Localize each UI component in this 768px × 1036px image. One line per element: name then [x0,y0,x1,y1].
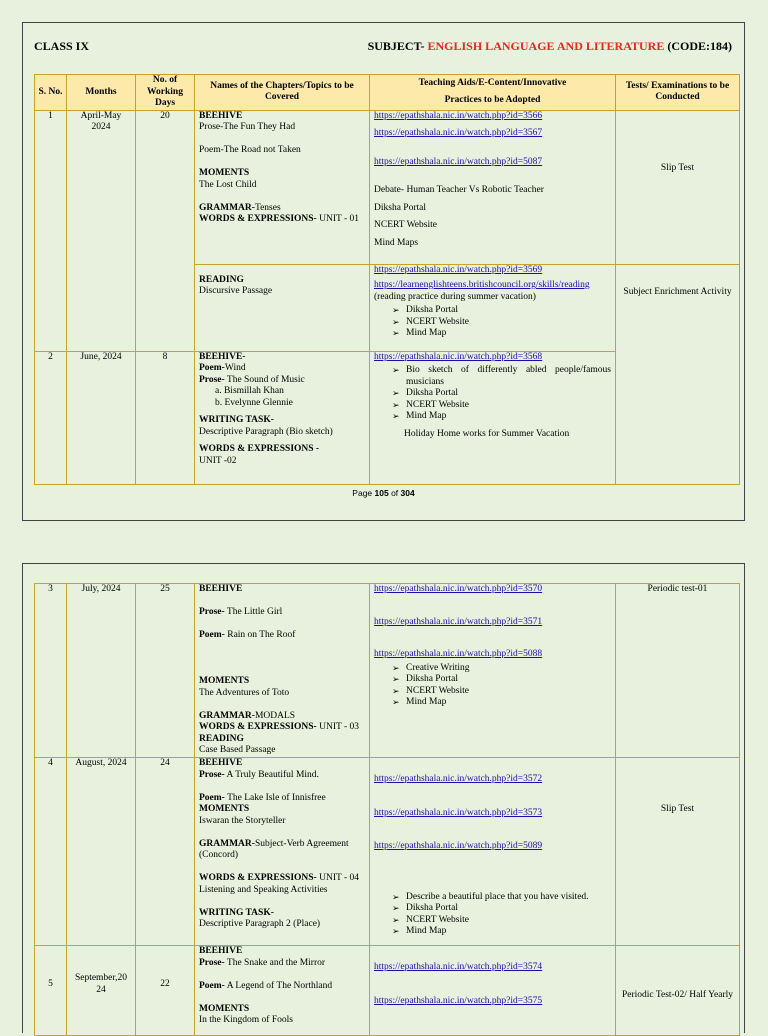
epathshala-link[interactable]: https://epathshala.nic.in/watch.php?id=5088 [374,649,543,659]
epathshala-link[interactable]: https://epathshala.nic.in/watch.php?id=3575 [374,995,543,1006]
row-teaching-aids [370,264,616,351]
beehive-heading: BEEHIVE [199,110,243,121]
moments-item: The Adventures of Toto [199,687,290,698]
poem-item [199,363,365,375]
reading-heading: READING [199,274,244,285]
poem-title: The Lake Isle of Innisfree [224,792,326,803]
listening-item: Listening and Speaking Activities [199,884,328,895]
row-working-days: 24 [136,758,195,946]
aid-item: Debate- Human Teacher Vs Robotic Teacher [374,185,544,195]
epathshala-link[interactable]: https://epathshala.nic.in/watch.php?id=3570 [374,584,543,594]
reading-item: Case Based Passage [199,745,276,755]
prose-item [199,958,365,970]
aid-item: NCERT Website [374,220,437,230]
list-item: ➢ Mind Map [392,328,611,340]
list-item: ➢ Describe a beautiful place that you have visited. [392,892,611,904]
epathshala-link[interactable]: https://epathshala.nic.in/watch.php?id=5087 [374,156,543,167]
table-row [35,110,740,264]
beehive-heading: BEEHIVE [199,584,243,594]
grammar-topic: Subject-Verb Agreement (Concord) [199,838,349,860]
subject-title [368,39,732,54]
words-unit: UNIT - 03 [316,722,360,732]
words-unit: UNIT - 01 [316,214,360,224]
table-row [35,584,740,758]
grammar-label: GRAMMAR- [199,202,255,213]
beehive-heading: BEEHIVE- [199,351,246,362]
aid-list [374,365,611,423]
prose-title: The Little Girl [224,607,283,617]
list-item: ➢ NCERT Website [392,400,611,412]
table-row [35,758,740,946]
row-test: Subject Enrichment Activity [616,264,740,484]
poem-label: Poem- [199,363,225,373]
page-total: 304 [400,488,415,498]
syllabus-table [34,74,740,485]
row-month: September,20 24 [67,946,136,1036]
row-teaching-aids [370,584,616,758]
document-page-106 [22,563,745,1033]
moments-heading: MOMENTS [199,676,250,686]
epathshala-link[interactable]: https://epathshala.nic.in/watch.php?id=5089 [374,841,543,851]
subject-prefix: SUBJECT- [367,39,425,53]
grammar-item [199,839,365,862]
poem-label: Poem- [199,792,225,803]
subject-code: (CODE:184) [667,39,732,53]
row-test: Periodic Test-02/ Half Yearly [616,946,740,1036]
list-item: ➢ Diksha Portal [392,903,611,915]
prose-item: Prose-The Fun They Had [199,122,296,132]
list-item: ➢ Diksha Portal [392,388,611,400]
grammar-topic: MODALS [254,710,296,721]
row-month: April-May 2024 [67,110,136,351]
words-label: WORDS & EXPRESSIONS- [199,722,317,732]
prose-label: Prose- [199,607,225,617]
document-header [34,39,732,55]
moments-item: In the Kingdom of Fools [199,1015,293,1025]
row-working-days: 8 [136,351,195,484]
sub-chapter-list [199,386,365,409]
page-of: of [388,488,401,498]
aid-list [374,663,611,709]
col-header-teaching-aids [370,75,616,111]
epathshala-link[interactable]: https://epathshala.nic.in/watch.php?id=3571 [374,616,543,627]
class-label: CLASS IX [34,39,90,53]
row-teaching-aids [370,110,616,264]
poem-item [199,630,365,642]
row-teaching-aids [370,351,616,484]
table-row [35,946,740,1036]
poem-title: A Legend of The Northland [224,980,333,991]
moments-heading: MOMENTS [199,804,250,814]
row-teaching-aids [370,946,616,1036]
row-sno: 3 [35,584,67,758]
prose-label: Prose- [199,957,225,968]
britishcouncil-link[interactable]: https://learnenglishteens.britishcouncil.org/skills/reading [374,280,590,290]
words-item [199,722,365,734]
prose-label: Prose- [199,374,225,385]
row-month: June, 2024 [67,351,136,484]
prose-label: Prose- [199,769,225,780]
row-month: August, 2024 [67,758,136,946]
poem-label: Poem- [199,980,225,991]
col-header-months: Months [67,75,136,111]
aid-item: Mind Maps [374,237,419,248]
writing-item: Descriptive Paragraph 2 (Place) [199,919,321,929]
prose-title: The Snake and the Mirror [224,957,326,968]
beehive-heading: BEEHIVE [199,758,243,768]
row-test: Slip Test [616,110,740,264]
epathshala-link[interactable]: https://epathshala.nic.in/watch.php?id=3572 [374,774,543,784]
words-unit: UNIT - 04 [316,873,360,883]
words-item [199,873,365,885]
page-prefix: Page [352,488,375,498]
subject-name: ENGLISH LANGUAGE AND LITERATURE [427,39,665,53]
holiday-note: Holiday Home works for Summer Vacation [404,428,570,439]
prose-title: The Sound of Music [224,374,305,385]
prose-item [199,770,365,782]
col-header-chapters: Names of the Chapters/Topics to be Covered [195,75,370,111]
col-header-tests: Tests/ Examinations to be Conducted [616,75,740,111]
aid-list [374,305,611,340]
row-test: Slip Test [616,758,740,946]
words-label: WORDS & EXPRESSIONS - [199,444,320,454]
table-header-row [35,75,740,111]
syllabus-table-continued [34,583,740,1036]
reading-item: Discursive Passage [199,286,273,296]
row-chapters [195,351,370,484]
grammar-label: GRAMMAR- [199,838,255,849]
grammar-item [199,711,365,723]
beehive-heading: BEEHIVE [199,946,243,956]
row-sno: 4 [35,758,67,946]
list-item: b. Evelynne Glennie [215,397,293,408]
row-working-days: 22 [136,946,195,1036]
epathshala-link[interactable]: https://epathshala.nic.in/watch.php?id=3573 [374,807,543,818]
poem-title: Rain on The Roof [224,630,296,640]
epathshala-link[interactable]: https://epathshala.nic.in/watch.php?id=3567 [374,128,543,138]
poem-item [199,793,365,805]
epathshala-link[interactable]: https://epathshala.nic.in/watch.php?id=3574 [374,962,543,972]
row-sno: 2 [35,351,67,484]
teaching-aids-line2: Practices to be Adopted [444,95,541,106]
epathshala-link[interactable]: https://epathshala.nic.in/watch.php?id=3568 [374,351,543,362]
col-header-sno: S. No. [35,75,67,111]
grammar-topic: Tenses [254,202,281,213]
row-chapters [195,584,370,758]
epathshala-link[interactable]: https://epathshala.nic.in/watch.php?id=3569 [374,264,543,275]
list-item: ➢ Mind Map [392,926,611,938]
list-item: ➢ NCERT Website [392,915,611,927]
poem-item [199,981,365,993]
list-item: ➢ Diksha Portal [392,305,611,317]
aid-item: Diksha Portal [374,202,426,213]
row-month: July, 2024 [67,584,136,758]
list-item: ➢ Diksha Portal [392,674,611,686]
writing-heading: WRITING TASK- [199,415,274,425]
row-test: Periodic test-01 [616,584,740,758]
poem-item: Poem-The Road not Taken [199,145,301,155]
row-chapters [195,110,370,264]
row-chapters [195,946,370,1036]
prose-title: A Truly Beautiful Mind. [224,769,319,780]
document-page-105 [22,22,745,521]
list-item: ➢ Mind Map [392,697,611,709]
prose-item [199,375,365,387]
moments-item: Iswaran the Storyteller [199,815,286,826]
words-label: WORDS & EXPRESSIONS- [199,214,317,224]
writing-item: Descriptive Paragraph (Bio sketch) [199,426,333,437]
poem-label: Poem- [199,630,225,640]
row-sno: 5 [35,946,67,1036]
reading-heading: READING [199,733,244,744]
list-item: ➢ Mind Map [392,411,611,423]
row-working-days: 20 [136,110,195,351]
moments-item: The Lost Child [199,179,257,190]
row-working-days: 25 [136,584,195,758]
words-item [199,214,365,226]
list-item: ➢ NCERT Website [392,686,611,698]
epathshala-link[interactable]: https://epathshala.nic.in/watch.php?id=3566 [374,110,543,121]
row-sno: 1 [35,110,67,351]
col-header-working-days: No. of Working Days [136,75,195,111]
prose-item [199,607,365,619]
row-teaching-aids [370,758,616,946]
grammar-label: GRAMMAR- [199,710,255,721]
words-label: WORDS & EXPRESSIONS- [199,873,317,883]
words-unit: UNIT -02 [199,455,237,466]
grammar-item [199,203,365,215]
list-item: ➢ Bio sketch of differently abled people/famous musicians [392,365,611,388]
list-item: ➢ NCERT Website [392,317,611,329]
moments-heading: MOMENTS [199,168,250,178]
poem-title: Wind [224,363,246,373]
list-item: a. Bismillah Khan [215,386,284,396]
list-item: ➢ Creative Writing [392,663,611,675]
aid-list [374,892,611,938]
teaching-aids-line1: Teaching Aids/E-Content/Innovative [418,77,567,88]
reading-note: (reading practice during summer vacation) [374,291,536,302]
moments-heading: MOMENTS [199,1003,250,1014]
row-chapters [195,264,370,351]
page-number [23,488,744,498]
writing-heading: WRITING TASK- [199,907,274,918]
page-current: 105 [374,488,389,498]
row-chapters [195,758,370,946]
